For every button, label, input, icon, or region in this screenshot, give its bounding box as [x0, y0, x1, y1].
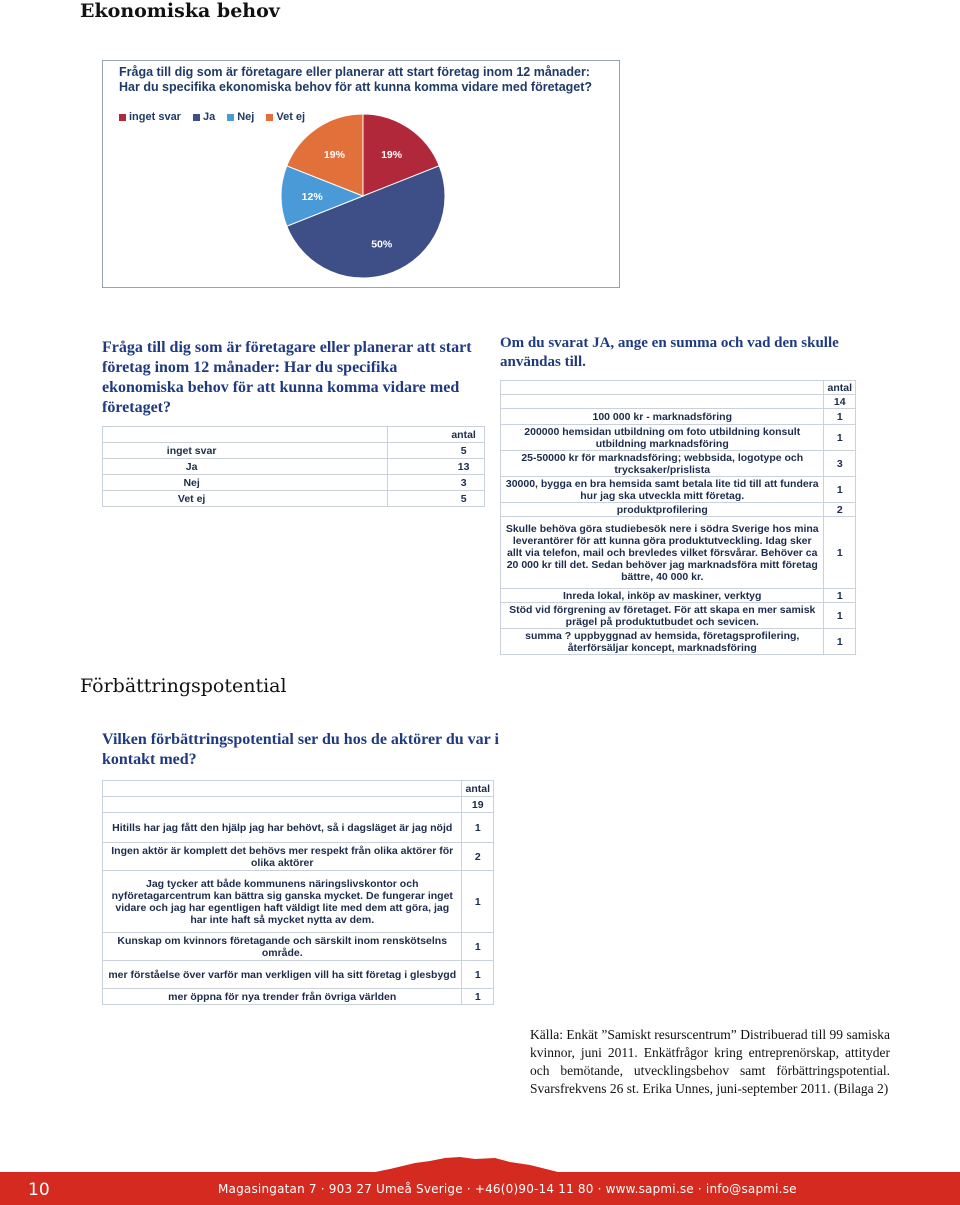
- pie-slice-label: 19%: [323, 148, 345, 161]
- footer-contact: Magasingatan 7 · 903 27 Umeå Sverige · +46(0)90-14 11 80 · www.sapmi.se · info@sapmi.se: [218, 1182, 797, 1196]
- pie-slice-label: 12%: [301, 191, 323, 203]
- table-row: 30000, bygga en bra hemsida samt betala lite tid till att fundera hur jag ska utveckla mitt företag. 1: [501, 477, 856, 503]
- q3-title: Vilken förbättringspotential ser du hos de aktörer du var i kontakt med?: [102, 731, 499, 768]
- table-row: inget svar 5: [103, 443, 485, 459]
- legend-item-ja: Ja: [193, 111, 215, 123]
- table-row: Skulle behöva göra studiebesök nere i södra Sverige hos mina leverantörer för att kunna göra produktutveckling. Idag sker allt via telefon, mail och brevledes vilket försvårar. Behöver ca 20 000 kr till det. Sedan behöver jag marknadsföra mitt företag bättre, 40 000 kr. 1: [501, 517, 856, 589]
- table-header-row: [103, 781, 494, 797]
- table-row: Stöd vid förgrening av företaget. För att skapa en mer samisk prägel på produktutbudet och sevicen. 1: [501, 603, 856, 629]
- table-row: 200000 hemsidan utbildning om foto utbildning konsult utbildning marknadsföring 1: [501, 425, 856, 451]
- section-heading-ekonomiska: Ekonomiska behov: [80, 0, 280, 22]
- legend-swatch: [193, 114, 200, 121]
- table-row: Hitills har jag fått den hjälp jag har behövt, så i dagsläget är jag nöjd 1: [103, 813, 494, 843]
- table-row: Ja 13: [103, 459, 485, 475]
- q1-table: [102, 426, 485, 507]
- table-row: Kunskap om kvinnors företagande och särskilt inom renskötselns område. 1: [103, 933, 494, 961]
- q2-title: Om du svarat JA, ange en summa och vad den skulle användas till.: [500, 335, 839, 370]
- section-heading-forbattring: Förbättringspotential: [80, 675, 287, 697]
- q1-title: Fråga till dig som är företagare eller planerar att start företag inom 12 månader: Har du specifika ekonomiska behov för att kunna komma vidare med företaget?: [102, 339, 472, 416]
- q2-table: [500, 380, 856, 655]
- table-row: mer förståelse över varför man verkligen vill ha sitt företag i glesbygd 1: [103, 961, 494, 989]
- table-total-row: 19: [103, 797, 494, 813]
- table-row: Ingen aktör är komplett det behövs mer respekt från olika aktörer för olika aktörer 2: [103, 843, 494, 871]
- table-row: summa ? uppbyggnad av hemsida, företagsprofilering, återförsäljar koncept, marknadsföring 1: [501, 629, 856, 655]
- pie-chart-box: [102, 60, 620, 288]
- legend-swatch: [227, 114, 234, 121]
- legend-item-nej: Nej: [227, 111, 254, 123]
- table-row: Inreda lokal, inköp av maskiner, verktyg 1: [501, 589, 856, 603]
- table-row: mer öppna för nya trender från övriga världen 1: [103, 989, 494, 1005]
- page-number: 10: [28, 1180, 50, 1200]
- legend-item-inget-svar: inget svar: [119, 111, 181, 123]
- table-row: Jag tycker att både kommunens näringslivskontor och nyföretagarcentrum kan bättra sig ganska mycket. De fungerar inget vidare och jag har egentligen haft väldigt lite med dem att göra, jag har inte haft så mycket nytta av dem. 1: [103, 871, 494, 933]
- table-row: Nej 3: [103, 475, 485, 491]
- table-row: 100 000 kr - marknadsföring 1: [501, 409, 856, 425]
- pie-question: Fråga till dig som är företagare eller planerar att start företag inom 12 månader: Har du specifika ekonomiska behov för att kunna komma vidare med företaget?: [119, 65, 593, 94]
- column-header: antal: [824, 381, 856, 395]
- pie-slice-label: 50%: [371, 238, 393, 251]
- table-row: Vet ej 5: [103, 491, 485, 507]
- legend-item-vet-ej: Vet ej: [266, 111, 305, 123]
- table-row: 25-50000 kr för marknadsföring; webbsida, logotype och trycksaker/prislista 3: [501, 451, 856, 477]
- q3-table: [102, 780, 494, 1005]
- column-header: antal: [462, 781, 494, 797]
- table-total-row: 14: [501, 395, 856, 409]
- table-row: produktprofilering 2: [501, 503, 856, 517]
- source-note: Källa: Enkät ”Samiskt resurscentrum” Distribuerad till 99 samiska kvinnor, juni 2011. Enkätfrågor kring entreprenörskap, attityder och bemötande, utvecklingsbehov samt förbättringspotential. Svarsfrekvens 26 st. Erika Unnes, juni-september 2011. (Bilaga 2): [530, 1027, 890, 1096]
- table-header-row: [103, 427, 485, 443]
- pie-chart: [273, 101, 453, 281]
- pie-slice-label: 19%: [381, 148, 403, 161]
- table-header-row: [501, 381, 856, 395]
- legend-swatch: [119, 114, 126, 121]
- column-header: antal: [388, 427, 485, 443]
